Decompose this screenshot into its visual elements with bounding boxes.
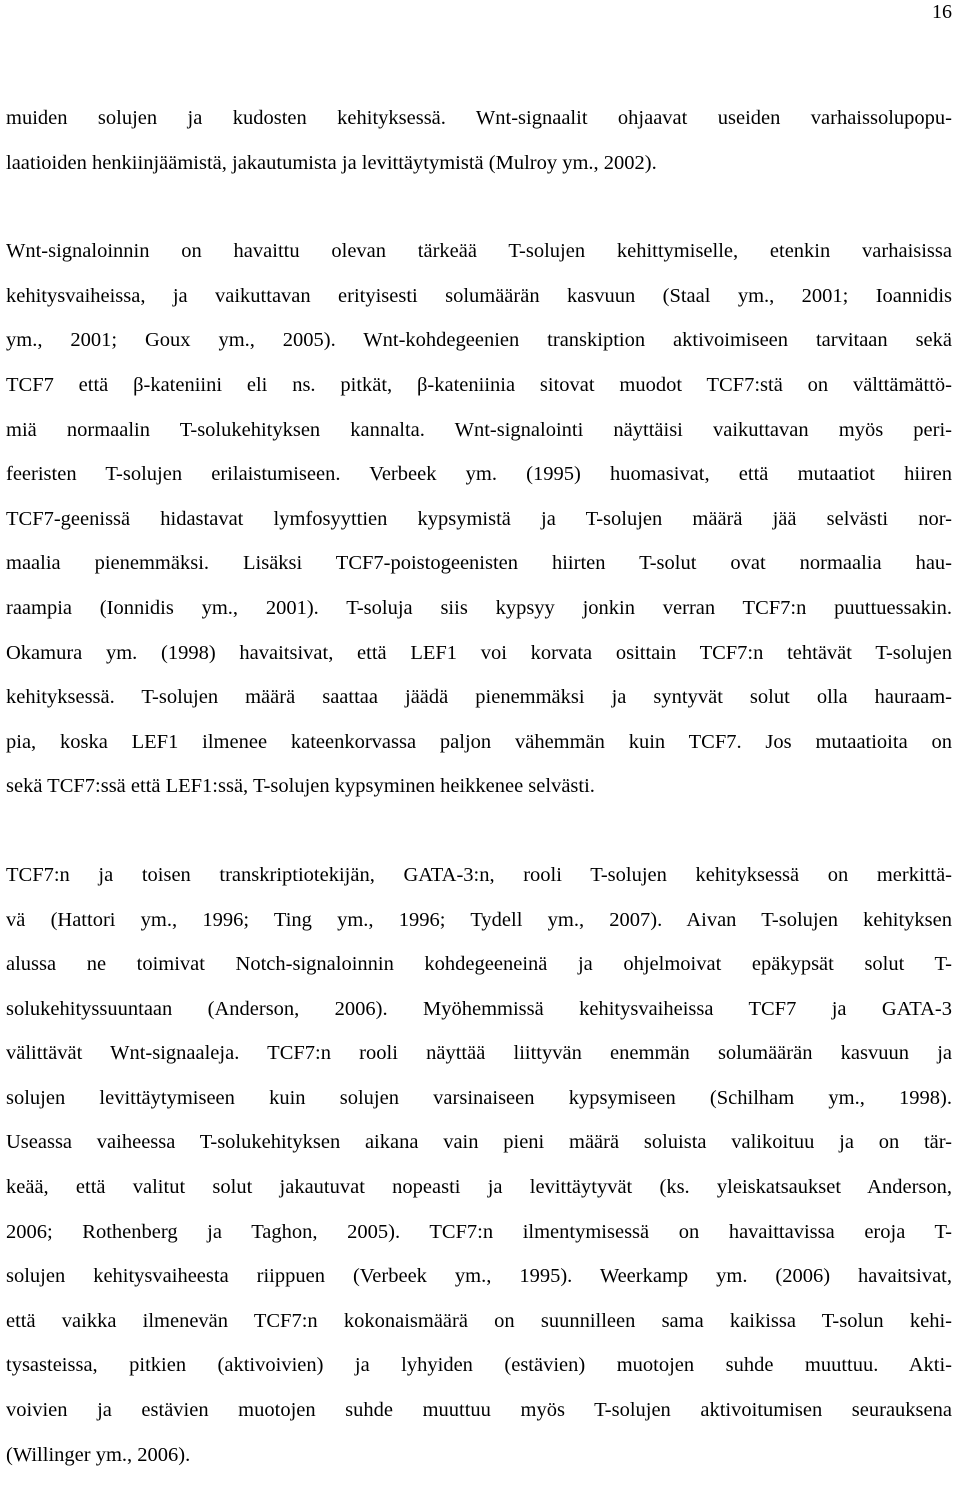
text-line: 2006; Rothenberg ja Taghon, 2005). TCF7:n ilmentymisessä on havaittavissa eroja T-: [6, 1220, 952, 1243]
text-line: välittävät Wnt-signaaleja. TCF7:n rooli näyttää liittyvän enemmän solumäärän kasvuun ja: [6, 1042, 952, 1065]
text-line: kehitysvaiheissa, ja vaikuttavan erityisesti solumäärän kasvuun (Staal ym., 2001; Ioannidis: [6, 284, 952, 307]
text-line: solujen kehitysvaiheesta riippuen (Verbeek ym., 1995). Weerkamp ym. (2006) havaitsivat,: [6, 1265, 952, 1288]
text-line: kehityksessä. T-solujen määrä saattaa jäädä pienemmäksi ja syntyvät solut olla hauraam-: [6, 686, 952, 709]
text-line: muiden solujen ja kudosten kehityksessä. Wnt-signaalit ohjaavat useiden varhaissolupopu-: [6, 107, 952, 129]
text-line: maalia pienemmäksi. Lisäksi TCF7-poistogeenisten hiirten T-solut ovat normaalia hau-: [6, 552, 952, 575]
text-line: Useassa vaiheessa T-solukehityksen aikana vain pieni määrä soluista valikoituu ja on tär-: [6, 1131, 952, 1154]
text-line: solukehityssuuntaan (Anderson, 2006). Myöhemmissä kehitysvaiheissa TCF7 ja GATA-3: [6, 997, 952, 1020]
text-line: pia, koska LEF1 ilmenee kateenkorvassa paljon vähemmän kuin TCF7. Jos mutaatioita on: [6, 730, 952, 753]
text-line: TCF7 että β-kateniini eli ns. pitkät, β-kateniinia sitovat muodot TCF7:stä on välttämättö-: [6, 373, 952, 396]
text-line: solujen levittäytymiseen kuin solujen varsinaiseen kypsymiseen (Schilham ym., 1998).: [6, 1086, 952, 1109]
text-line: tysasteissa, pitkien (aktivoivien) ja lyhyiden (estävien) muotojen suhde muuttuu. Akti-: [6, 1354, 952, 1377]
text-line: TCF7:n ja toisen transkriptiotekijän, GATA-3:n, rooli T-solujen kehityksessä on merkittä-: [6, 863, 952, 886]
paragraph-1: [6, 96, 952, 185]
text-line: (Willinger ym., 2006).: [6, 1443, 191, 1466]
text-line: sekä TCF7:ssä että LEF1:ssä, T-solujen kypsyminen heikkenee selvästi.: [6, 775, 595, 798]
paragraph-2: [6, 229, 952, 809]
text-line: voivien ja estävien muotojen suhde muuttuu myös T-solujen aktivoitumisen seurauksena: [6, 1399, 952, 1422]
text-line: Wnt-signaloinnin on havaittu olevan tärkeää T-solujen kehittymiselle, etenkin varhaisissa: [6, 240, 952, 263]
text-line: alussa ne toimivat Notch-signaloinnin kohdegeeneinä ja ohjelmoivat epäkypsät solut T-: [6, 953, 952, 976]
text-line: TCF7-geenissä hidastavat lymfosyyttien kypsymistä ja T-solujen määrä jää selvästi nor-: [6, 507, 952, 530]
text-line: Okamura ym. (1998) havaitsivat, että LEF1 voi korvata osittain TCF7:n tehtävät T-solujen: [6, 641, 952, 664]
paragraph-spacer: [6, 809, 952, 853]
text-line: vä (Hattori ym., 1996; Ting ym., 1996; Tydell ym., 2007). Aivan T-solujen kehityksen: [6, 908, 952, 931]
text-line: feeristen T-solujen erilaistumiseen. Verbeek ym. (1995) huomasivat, että mutaatiot hiiren: [6, 463, 952, 486]
text-line: keää, että valitut solut jakautuvat nopeasti ja levittäytyvät (ks. yleiskatsaukset Anderson,: [6, 1176, 952, 1199]
text-line: ym., 2001; Goux ym., 2005). Wnt-kohdegeenien transkiption aktivoimiseen tarvitaan sekä: [6, 329, 952, 352]
text-line: laatioiden henkiinjäämistä, jakautumista ja levittäytymistä (Mulroy ym., 2002).: [6, 151, 657, 174]
page-number: 16: [932, 1, 952, 23]
text-line: raampia (Ionnidis ym., 2001). T-soluja siis kypsyy jonkin verran TCF7:n puuttuessakin.: [6, 596, 952, 619]
text-line: että vaikka ilmenevän TCF7:n kokonaismäärä on suunnilleen sama kaikissa T-solun kehi-: [6, 1309, 952, 1332]
paragraph-3: [6, 853, 952, 1477]
paragraph-spacer: [6, 185, 952, 229]
text-line: miä normaalin T-solukehityksen kannalta. Wnt-signalointi näyttäisi vaikuttavan myös peri-: [6, 418, 952, 441]
document-body: [6, 96, 952, 1477]
